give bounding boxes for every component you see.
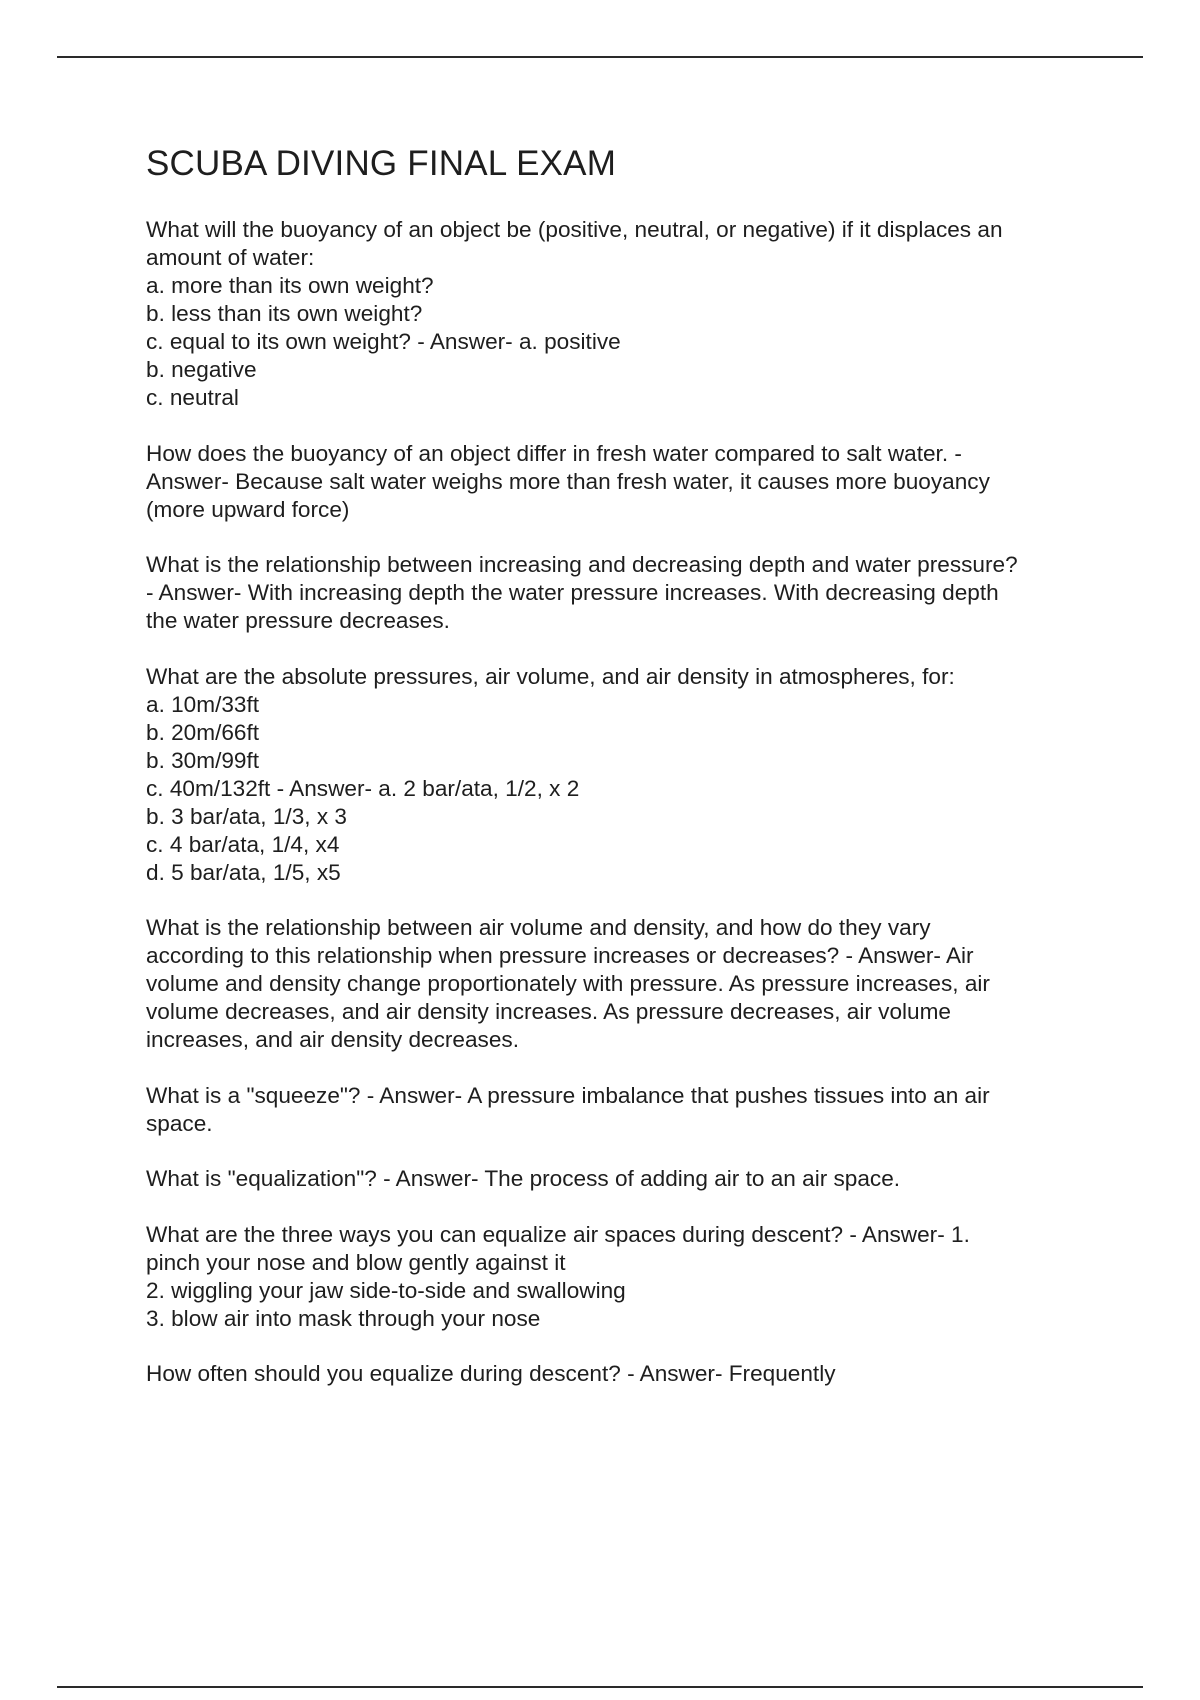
qa-text-line: b. 20m/66ft [146, 719, 260, 745]
qa-text-line: b. negative [146, 357, 257, 382]
qa-text-line: pinch your nose and blow gently against it [146, 1249, 566, 1275]
qa-item [146, 1082, 1106, 1138]
qa-text-line: according to this relationship when pressure increases or decreases? - Answer- Air [146, 943, 974, 968]
qa-text-line: How does the buoyancy of an object differ in fresh water compared to salt water. - [146, 440, 962, 466]
qa-text-line: space. [146, 1110, 213, 1136]
qa-item [146, 440, 1106, 524]
top-rule [57, 56, 1143, 58]
bottom-rule [57, 1686, 1143, 1688]
qa-text-line: Answer- Because salt water weighs more than fresh water, it causes more buoyancy [146, 468, 990, 494]
qa-text-line: b. less than its own weight? [146, 301, 423, 326]
document-body [146, 140, 1106, 1416]
qa-item [146, 663, 1106, 887]
qa-item [146, 1360, 1106, 1388]
qa-text-line: What is the relationship between air volume and density, and how do they vary [146, 915, 931, 940]
qa-text-line: b. 3 bar/ata, 1/3, x 3 [146, 803, 347, 829]
qa-text-line: What are the three ways you can equalize air spaces during descent? - Answer- 1. [146, 1221, 970, 1247]
qa-text-line: volume decreases, and air density increases. As pressure decreases, air volume [146, 999, 951, 1024]
qa-text-line: amount of water: [146, 245, 315, 270]
qa-text-line: b. 30m/99ft [146, 747, 260, 773]
qa-text-line: What is a "squeeze"? - Answer- A pressure imbalance that pushes tissues into an air [146, 1082, 990, 1108]
qa-text-line: a. 10m/33ft [146, 691, 260, 717]
qa-text-line: c. 4 bar/ata, 1/4, x4 [146, 831, 340, 857]
qa-list [146, 216, 1106, 1388]
qa-text-line: - Answer- With increasing depth the water pressure increases. With decreasing depth [146, 580, 999, 605]
qa-text-line: c. 40m/132ft - Answer- a. 2 bar/ata, 1/2, x 2 [146, 775, 580, 801]
qa-text-line: volume and density change proportionately with pressure. As pressure increases, air [146, 971, 990, 996]
qa-text-line: c. equal to its own weight? - Answer- a. positive [146, 329, 621, 354]
qa-text-line: a. more than its own weight? [146, 273, 434, 298]
qa-text-line: c. neutral [146, 385, 239, 410]
qa-item [146, 914, 1106, 1054]
qa-text-line: 3. blow air into mask through your nose [146, 1305, 541, 1331]
qa-item [146, 1165, 1106, 1193]
qa-text-line: (more upward force) [146, 496, 350, 522]
page-title: SCUBA DIVING FINAL EXAM [146, 144, 617, 183]
qa-text-line: What is "equalization"? - Answer- The process of adding air to an air space. [146, 1166, 901, 1191]
qa-text-line: 2. wiggling your jaw side-to-side and swallowing [146, 1277, 626, 1303]
qa-text-line: What are the absolute pressures, air volume, and air density in atmospheres, for: [146, 663, 955, 689]
qa-text-line: increases, and air density decreases. [146, 1027, 519, 1052]
qa-text-line: What is the relationship between increasing and decreasing depth and water pressure? [146, 552, 1018, 577]
qa-item [146, 216, 1106, 412]
qa-text-line: What will the buoyancy of an object be (positive, neutral, or negative) if it displaces an [146, 217, 1003, 242]
qa-item [146, 551, 1106, 635]
qa-text-line: the water pressure decreases. [146, 608, 450, 633]
qa-item [146, 1221, 1106, 1333]
qa-text-line: How often should you equalize during descent? - Answer- Frequently [146, 1361, 836, 1386]
qa-text-line: d. 5 bar/ata, 1/5, x5 [146, 859, 341, 885]
